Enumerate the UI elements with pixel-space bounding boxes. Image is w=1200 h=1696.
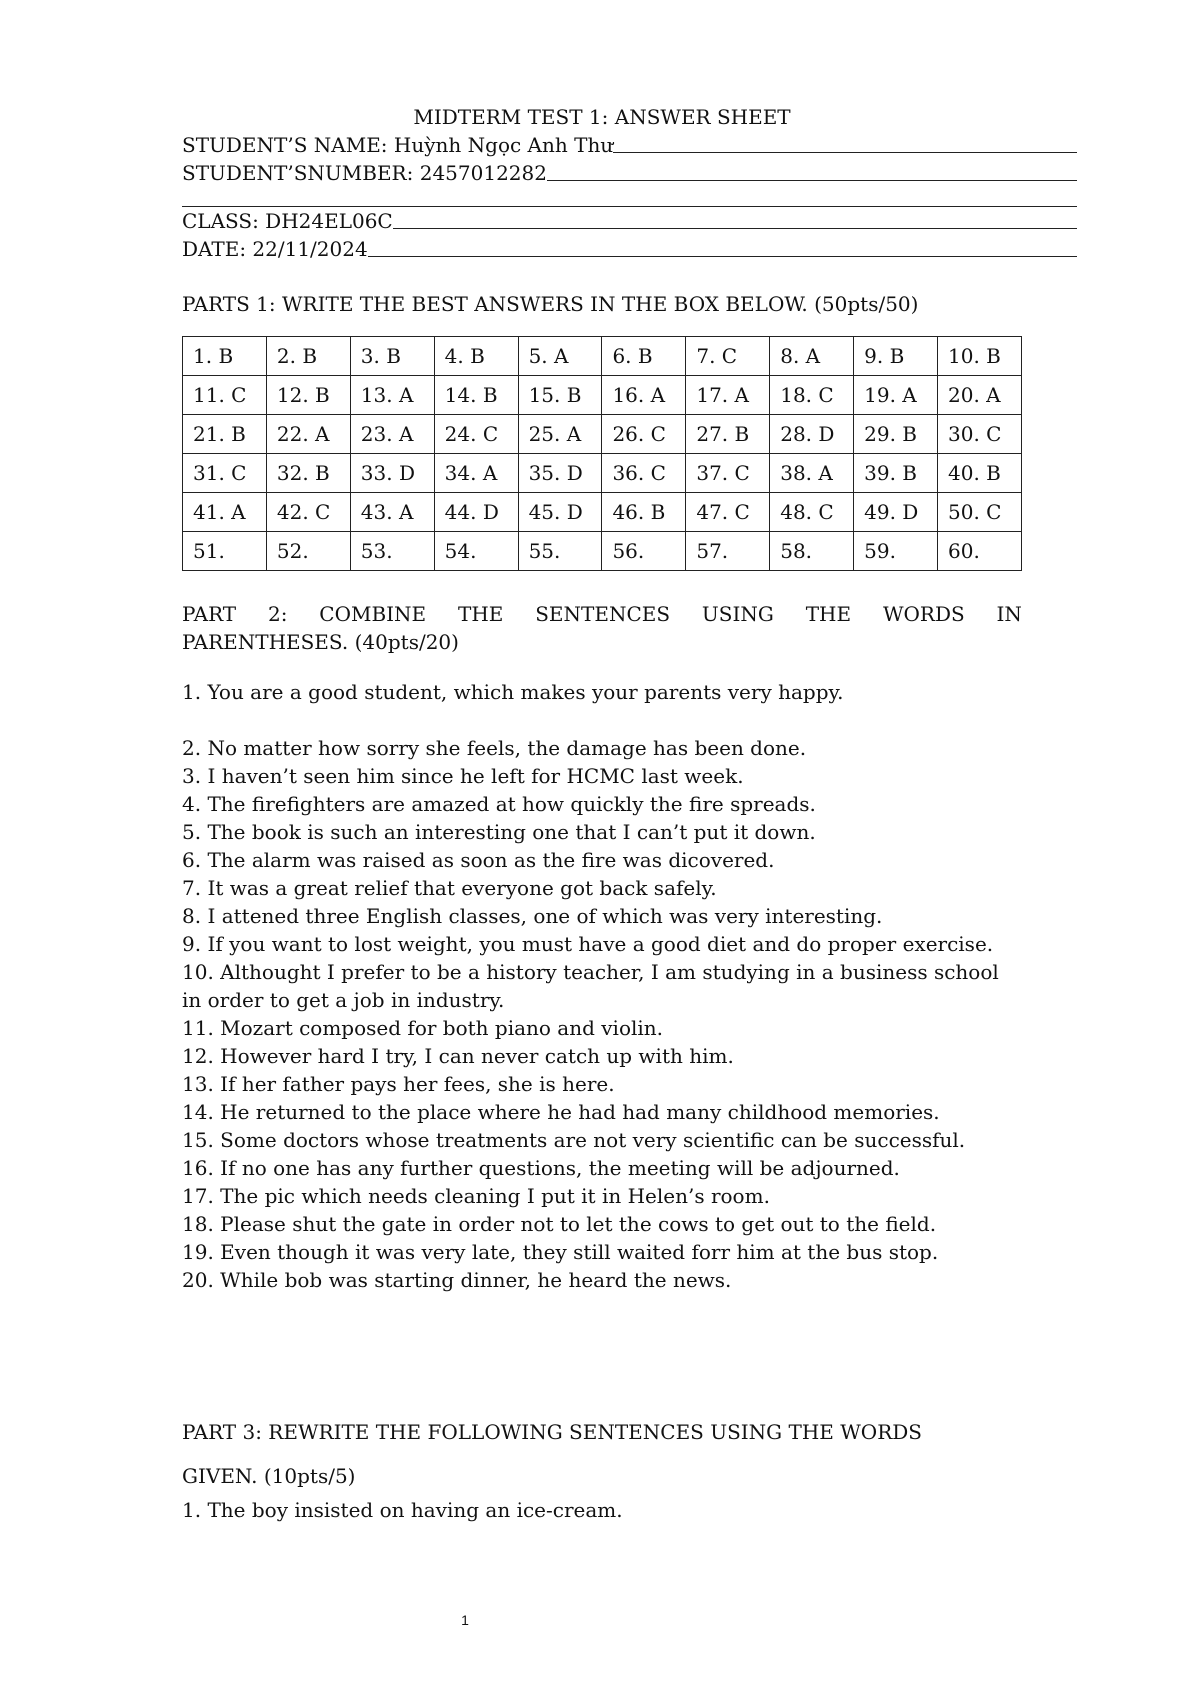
answer-cell: 47. C bbox=[686, 493, 770, 532]
sentence-item: 9. If you want to lost weight, you must have a good diet and do proper exercise. bbox=[182, 932, 994, 956]
sentence-item: 4. The firefighters are amazed at how quickly the fire spreads. bbox=[182, 792, 816, 816]
part1-heading: PARTS 1: WRITE THE BEST ANSWERS IN THE BOX BELOW. (50pts/50) bbox=[182, 292, 919, 316]
sentence-item: 20. While bob was starting dinner, he heard the news. bbox=[182, 1268, 732, 1292]
sentence-item: 19. Even though it was very late, they still waited forr him at the bus stop. bbox=[182, 1240, 939, 1264]
answer-cell: 40. B bbox=[938, 454, 1022, 493]
part2-heading-word: SENTENCES bbox=[535, 602, 671, 626]
answer-cell: 15. B bbox=[518, 376, 602, 415]
answer-cell: 32. B bbox=[266, 454, 350, 493]
part3-heading bbox=[182, 1410, 1022, 1498]
student-number-label: STUDENT’SNUMBER: 2457012282 bbox=[182, 161, 547, 185]
answer-cell: 45. D bbox=[518, 493, 602, 532]
answer-row bbox=[183, 415, 1022, 454]
answer-cell: 22. A bbox=[266, 415, 350, 454]
answer-cell: 16. A bbox=[602, 376, 686, 415]
part2-heading-word: WORDS bbox=[882, 602, 965, 626]
answer-cell: 54. bbox=[434, 532, 518, 571]
answer-cell: 52. bbox=[266, 532, 350, 571]
date-fill-line bbox=[368, 236, 1077, 257]
answer-cell: 25. A bbox=[518, 415, 602, 454]
answer-cell: 8. A bbox=[770, 337, 854, 376]
answer-cell: 33. D bbox=[350, 454, 434, 493]
part2-heading-word: PART bbox=[182, 602, 237, 626]
sentence-item: 3. I haven’t seen him since he left for HCMC last week. bbox=[182, 764, 744, 788]
answer-cell: 37. C bbox=[686, 454, 770, 493]
answer-row bbox=[183, 337, 1022, 376]
answer-cell: 36. C bbox=[602, 454, 686, 493]
answer-cell: 24. C bbox=[434, 415, 518, 454]
sentence-item: 10. Althought I prefer to be a history teacher, I am studying in a business school in order to get a job in industry. bbox=[182, 960, 999, 1012]
answer-cell: 21. B bbox=[183, 415, 267, 454]
answer-cell: 3. B bbox=[350, 337, 434, 376]
class-line bbox=[182, 207, 1077, 235]
part2-heading-word: IN bbox=[996, 602, 1022, 626]
part2-heading-line2: PARENTHESES. (40pts/20) bbox=[182, 630, 459, 654]
answer-cell: 4. B bbox=[434, 337, 518, 376]
answer-cell: 42. C bbox=[266, 493, 350, 532]
sentence-item: 13. If her father pays her fees, she is here. bbox=[182, 1072, 615, 1096]
answer-cell: 6. B bbox=[602, 337, 686, 376]
sentence-item: 12. However hard I try, I can never catch up with him. bbox=[182, 1044, 734, 1068]
part2-heading-word: COMBINE bbox=[319, 602, 427, 626]
class-label: CLASS: DH24EL06C bbox=[182, 209, 393, 233]
answer-cell: 35. D bbox=[518, 454, 602, 493]
answer-cell: 38. A bbox=[770, 454, 854, 493]
sentence-item: 18. Please shut the gate in order not to let the cows to get out to the field. bbox=[182, 1212, 937, 1236]
page-title: MIDTERM TEST 1: ANSWER SHEET bbox=[413, 105, 791, 129]
answer-cell: 7. C bbox=[686, 337, 770, 376]
class-fill-line bbox=[393, 208, 1077, 229]
sentence-item: 5. The book is such an interesting one that I can’t put it down. bbox=[182, 820, 816, 844]
answer-cell: 31. C bbox=[183, 454, 267, 493]
number-fill-line bbox=[547, 160, 1077, 181]
student-name-label: STUDENT’S NAME: Huỳnh Ngọc Anh Thư bbox=[182, 133, 614, 157]
answer-cell: 28. D bbox=[770, 415, 854, 454]
answer-cell: 44. D bbox=[434, 493, 518, 532]
answer-row bbox=[183, 532, 1022, 571]
answer-cell: 60. bbox=[938, 532, 1022, 571]
page-number: 1 bbox=[461, 1612, 469, 1628]
answer-cell: 49. D bbox=[854, 493, 938, 532]
sentence-item: 15. Some doctors whose treatments are not very scientific can be successful. bbox=[182, 1128, 966, 1152]
part3-heading-line2: GIVEN. (10pts/5) bbox=[182, 1464, 356, 1488]
sentence-item: 2. No matter how sorry she feels, the damage has been done. bbox=[182, 736, 807, 760]
answer-cell: 27. B bbox=[686, 415, 770, 454]
part3-heading-line1: PART 3: REWRITE THE FOLLOWING SENTENCES USING THE WORDS bbox=[182, 1420, 922, 1444]
answer-cell: 43. A bbox=[350, 493, 434, 532]
answer-cell: 19. A bbox=[854, 376, 938, 415]
answer-cell: 17. A bbox=[686, 376, 770, 415]
sentence-item: 6. The alarm was raised as soon as the fire was dicovered. bbox=[182, 848, 775, 872]
answer-cell: 51. bbox=[183, 532, 267, 571]
answer-cell: 20. A bbox=[938, 376, 1022, 415]
answer-cell: 5. A bbox=[518, 337, 602, 376]
part2-heading bbox=[182, 600, 1022, 656]
answer-cell: 9. B bbox=[854, 337, 938, 376]
answer-cell: 12. B bbox=[266, 376, 350, 415]
answer-cell: 34. A bbox=[434, 454, 518, 493]
answer-row bbox=[183, 454, 1022, 493]
part2-heading-word: USING bbox=[701, 602, 774, 626]
answer-cell: 2. B bbox=[266, 337, 350, 376]
name-fill-line bbox=[613, 132, 1077, 153]
student-name-line bbox=[182, 131, 1077, 159]
answer-cell: 23. A bbox=[350, 415, 434, 454]
sentence-item: 7. It was a great relief that everyone got back safely. bbox=[182, 876, 717, 900]
answer-cell: 53. bbox=[350, 532, 434, 571]
answer-cell: 57. bbox=[686, 532, 770, 571]
sentence-item: 14. He returned to the place where he had had many childhood memories. bbox=[182, 1100, 940, 1124]
answer-cell: 1. B bbox=[183, 337, 267, 376]
answer-row bbox=[183, 376, 1022, 415]
answer-sheet bbox=[182, 103, 1077, 1524]
date-line bbox=[182, 235, 1077, 263]
answer-cell: 18. C bbox=[770, 376, 854, 415]
answer-cell: 48. C bbox=[770, 493, 854, 532]
part2-sentence-list bbox=[182, 678, 1022, 1294]
sentence-item: 16. If no one has any further questions, the meeting will be adjourned. bbox=[182, 1156, 900, 1180]
answer-cell: 56. bbox=[602, 532, 686, 571]
answer-row bbox=[183, 493, 1022, 532]
answer-cell: 41. A bbox=[183, 493, 267, 532]
answer-cell: 26. C bbox=[602, 415, 686, 454]
answer-cell: 46. B bbox=[602, 493, 686, 532]
sentence-item: 11. Mozart composed for both piano and violin. bbox=[182, 1016, 664, 1040]
sentence-item: 1. You are a good student, which makes your parents very happy. bbox=[182, 680, 844, 704]
answer-cell: 58. bbox=[770, 532, 854, 571]
date-label: DATE: 22/11/2024 bbox=[182, 237, 368, 261]
answer-cell: 14. B bbox=[434, 376, 518, 415]
answer-cell: 29. B bbox=[854, 415, 938, 454]
answer-cell: 10. B bbox=[938, 337, 1022, 376]
answer-cell: 11. C bbox=[183, 376, 267, 415]
sentence-item: 17. The pic which needs cleaning I put it in Helen’s room. bbox=[182, 1184, 770, 1208]
answer-cell: 39. B bbox=[854, 454, 938, 493]
part3-item: 1. The boy insisted on having an ice-cream. bbox=[182, 1498, 623, 1522]
part2-heading-word: 2: bbox=[267, 602, 288, 626]
answer-cell: 50. C bbox=[938, 493, 1022, 532]
sentence-item: 8. I attened three English classes, one of which was very interesting. bbox=[182, 904, 883, 928]
answer-cell: 13. A bbox=[350, 376, 434, 415]
part2-heading-word: THE bbox=[458, 602, 504, 626]
part2-heading-word: THE bbox=[805, 602, 852, 626]
answer-cell: 59. bbox=[854, 532, 938, 571]
answer-table bbox=[182, 336, 1022, 571]
answer-cell: 30. C bbox=[938, 415, 1022, 454]
part2-heading-line1 bbox=[182, 600, 1022, 628]
answer-cell: 55. bbox=[518, 532, 602, 571]
